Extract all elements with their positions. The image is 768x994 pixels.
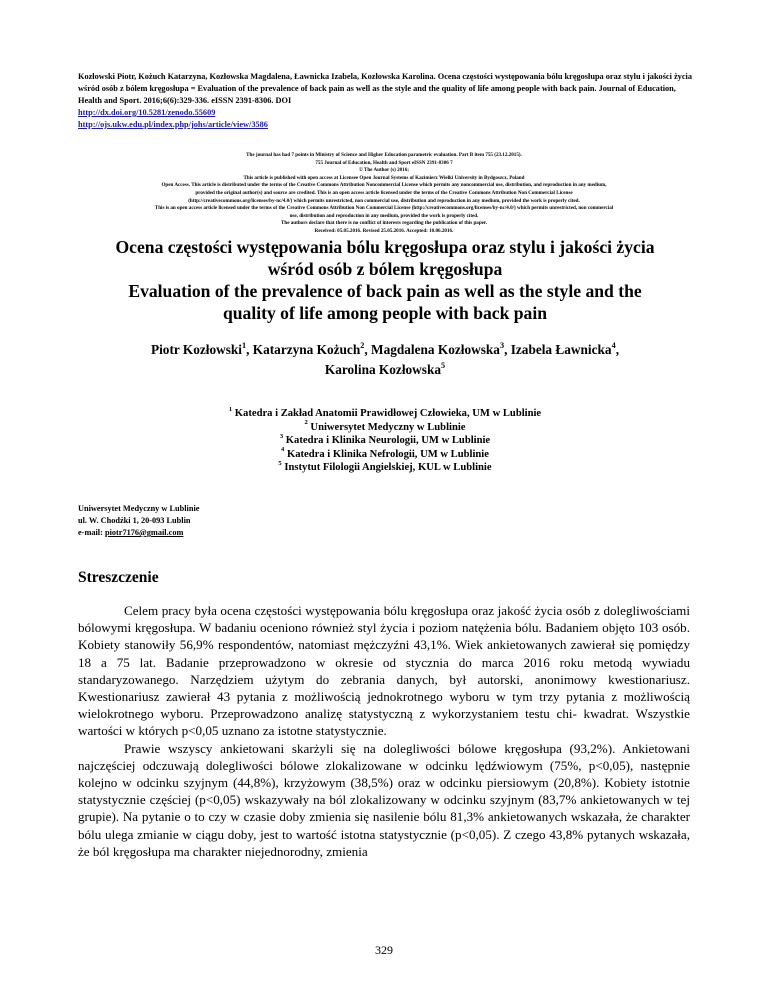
journal-info-line: provided the original author(s) and source are credited. This is an open access article licensed under the terms of the Creative Commons Attribution Non Commercial License: [195, 189, 573, 196]
journal-info: [20, 152, 748, 236]
paper-title: [90, 236, 680, 324]
journal-info-line: Open Access. This article is distributed under the terms of the Creative Commons Attribution Noncommercial License which permits any noncommercial use, distribution, and reproduction in any medium,: [161, 182, 607, 189]
email-label: e-mail:: [78, 528, 105, 537]
affiliation-number: 4: [281, 446, 285, 454]
contact-address: ul. W. Chodźki 1, 20-093 Lublin: [78, 516, 191, 525]
author-name: Karolina Kozłowska: [324, 362, 441, 377]
affiliation-list: [140, 407, 630, 475]
affiliation-item: [140, 421, 630, 435]
author-list: [90, 340, 680, 380]
affiliation-text: Katedra i Klinika Neurologii, UM w Lublinie: [285, 435, 491, 446]
author-affiliation-number: 5: [441, 360, 446, 370]
affiliation-number: 5: [278, 459, 282, 467]
author-line-2: [90, 360, 680, 380]
affiliation-text: Katedra i Klinika Nefrologii, UM w Lublinie: [286, 448, 489, 460]
abstract-paragraph: Celem pracy była ocena częstości występowania bólu kręgosłupa oraz jakość życia osób z dolegliwościami bólowymi kręgosłupa. W badaniu oceniono również styl życia i poziom natężenia bólu. Badaniem objęto 103 osób. Kobiety stanowiły 56,9% respondentów, natomiast mężczyźni 43,1%. Wiek ankietowanych zawierał się pomiędzy 18 a 75 lat. Badanie przeprowadzono w okresie od stycznia do marca 2016 roku metodą wywiadu standaryzowanego. Narzędziem użytym do zebrania danych, był autorski, anonimowy kwestionariusz. Kwestionariusz zawierał 43 pytania z możliwością jednokrotnego wyboru w tym trzy pytania z możliwością wielokrotnego wyboru. Przeprowadzono analizę statystyczną z wykorzystaniem testu chi- kwadrat. Wszystkie wartości w których p<0,05 uznano za istotne statystycznie.: [78, 603, 690, 739]
author-name: Magdalena Kozłowska: [371, 342, 500, 357]
abstract-body: [78, 602, 690, 860]
affiliation-number: 2: [304, 419, 308, 427]
section-heading: Streszczenie: [78, 569, 159, 586]
affiliation-number: 1: [228, 405, 233, 413]
contact-email-line: [78, 527, 478, 539]
title-polish-line-2: wśród osób z bólem kręgosłupa: [267, 259, 503, 279]
journal-info-line: The journal has had 7 points in Ministry of Science and Higher Education parametric evaluation. Part B item 755 (23.12.2015).: [246, 152, 522, 158]
contact-institution: Uniwersytet Medyczny w Lublinie: [78, 504, 200, 513]
author-affiliation-number: 1: [241, 340, 247, 350]
affiliation-number: 3: [279, 432, 284, 440]
author-separator: ,: [615, 342, 620, 357]
doi-link[interactable]: http://dx.doi.org/10.5281/zenodo.55609: [78, 108, 216, 117]
author-affiliation-number: 4: [611, 340, 616, 350]
page-number: 329: [375, 943, 393, 957]
journal-info-line: This article is published with open access at Licensee Open Journal Systems of Kazimierz Wielki University in Bydgoszcz, Poland: [243, 174, 525, 181]
author-separator: ,: [504, 342, 511, 357]
journal-info-line: Received: 05.05.2016. Revised 25.05.2016. Accepted: 10.06.2016.: [314, 227, 454, 234]
abstract-paragraph: Prawie wszyscy ankietowani skarżyli się na dolegliwości bólowe kręgosłupa (93,2%). Ankietowani najczęściej odczuwają dolegliwości bólowe zlokalizowane w odcinku lędźwiowym (75%, p<0,05), następnie kolejno w odcinku szyjnym (44,8%), krzyżowym (38,5%) oraz w odcinku piersiowym (20,8%). Kobiety istotnie statystycznie częściej (p<0,05) wskazywały na ból zlokalizowany w odcinku szyjnym (83,7% ankietowanych w tej grupie). Na pytanie o to czy w czasie doby zmienia się nasilenie bólu 81,3% ankietowanych wskazała, że charakter bólu ulega zmianie w ciągu doby, jest to wartość istotna statystycznie (p<0,05). Z czego 43,8% pytanych wskazała, że ból kręgosłupa ma charakter niejednorodny, zmienia: [78, 740, 690, 859]
correspondence-block: [78, 503, 478, 539]
affiliation-item: [140, 407, 630, 421]
author-separator: ,: [246, 342, 253, 357]
author-affiliation-number: 3: [499, 340, 505, 350]
affiliation-item: [140, 461, 630, 475]
journal-info-line: 755 Journal of Education, Health and Sport eISSN 2391-8306 7: [315, 159, 453, 166]
article-link[interactable]: http://ojs.ukw.edu.pl/index.php/johs/article/view/3586: [78, 120, 268, 129]
affiliation-text: Instytut Filologii Angielskiej, KUL w Lublinie: [284, 462, 492, 473]
author-name: Piotr Kozłowski: [150, 342, 242, 357]
affiliation-text: Katedra i Zakład Anatomii Prawidłowej Człowieka, UM w Lublinie: [234, 408, 542, 419]
journal-info-line: (http://creativecommons.org/licenses/by-nc/4.0/) which permits unrestricted, non commercial use, distribution and reproduction in any medium, provided the work is properly cited.: [188, 197, 580, 204]
author-name: Katarzyna Kożuch: [252, 342, 361, 357]
title-polish-line-1: Ocena częstości występowania bólu kręgosłupa oraz stylu i jakości życia: [115, 237, 655, 257]
journal-info-line: This is an open access article licensed under the terms of the Creative Commons Attribution Non Commercial License (http://creativecommons.org/licenses/by-nc/4.0/) which permits unrestricted, non commercial: [154, 205, 614, 212]
title-english-line-2: quality of life among people with back pain: [222, 303, 548, 323]
journal-info-line: The authors declare that there is no conflict of interests regarding the publication of this paper.: [280, 220, 487, 227]
citation-block: [78, 71, 698, 131]
author-separator: ,: [364, 342, 372, 357]
author-affiliation-number: 2: [360, 340, 365, 350]
email-link[interactable]: piotr7176@gmail.com: [104, 528, 184, 537]
affiliation-item: [140, 434, 630, 448]
affiliation-item: [140, 448, 630, 462]
author-name: Izabela Ławnicka: [510, 342, 612, 357]
title-english-line-1: Evaluation of the prevalence of back pain as well as the style and the: [128, 281, 642, 301]
citation-text: Kozłowski Piotr, Kożuch Katarzyna, Kozłowska Magdalena, Ławnicka Izabela, Kozłowska Karolina. Ocena częstości występowania bólu kręgosłupa oraz stylu i jakości życia wśród osób z bólem kręgosłupa = Evaluation of the prevalence of back pain as well as the style and the quality of life among people with back pain. Journal of Education, Health and Sport. 2016;6(6):329-336. eISSN 2391-8306. DOI: [78, 72, 692, 105]
journal-info-line: © The Author (s) 2016;: [358, 167, 410, 174]
author-line-1: [90, 340, 680, 360]
affiliation-text: Uniwersytet Medyczny w Lublinie: [310, 421, 466, 433]
journal-info-line: use, distribution and reproduction in any medium, provided the work is properly cited.: [289, 212, 479, 219]
